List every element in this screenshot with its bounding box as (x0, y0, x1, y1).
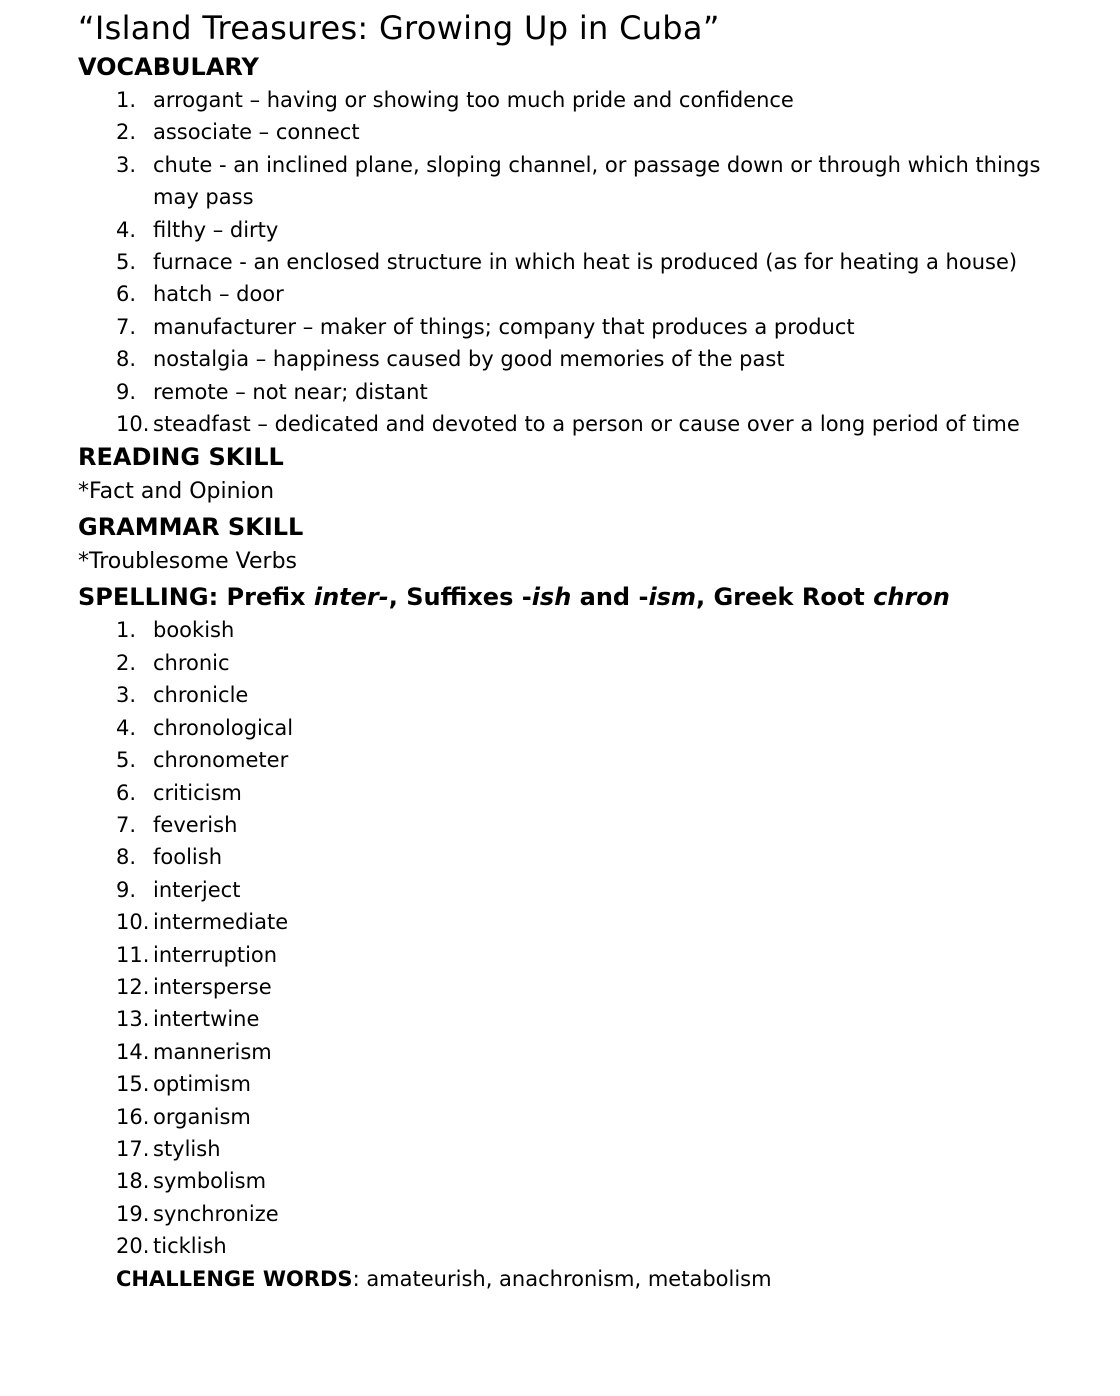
item-number: 3. (116, 152, 137, 177)
list-item (78, 1003, 1078, 1035)
item-number: 6. (116, 282, 137, 307)
list-item (78, 278, 1078, 310)
item-number: 4. (116, 715, 137, 740)
list-item (78, 809, 1078, 841)
list-item (78, 1198, 1078, 1230)
item-number: 8. (116, 845, 137, 870)
item-text: manufacturer – maker of things; company that produces a product (153, 314, 855, 339)
item-number: 4. (116, 217, 137, 242)
list-item (78, 614, 1078, 646)
item-text: associate – connect (153, 120, 360, 145)
reading-skill-heading: READING SKILL (78, 443, 284, 472)
item-number: 9. (116, 877, 137, 902)
item-number: 17. (116, 1136, 150, 1161)
item-number: 19. (116, 1201, 150, 1226)
item-text: hatch – door (153, 282, 284, 307)
item-text: interruption (153, 942, 278, 967)
item-text: ticklish (153, 1234, 227, 1259)
item-number: 10. (116, 910, 150, 935)
item-number: 5. (116, 748, 137, 773)
list-item (78, 647, 1078, 679)
item-number: 11. (116, 942, 150, 967)
item-text: optimism (153, 1072, 251, 1097)
list-item (78, 1068, 1078, 1100)
item-text: mannerism (153, 1039, 272, 1064)
list-item (78, 777, 1078, 809)
spelling-heading-mid2: and - (571, 583, 649, 612)
list-item (78, 1036, 1078, 1068)
challenge-list: : amateurish, anachronism, metabolism (352, 1266, 772, 1291)
item-number: 18. (116, 1169, 150, 1194)
list-item (78, 246, 1078, 278)
list-item (78, 1101, 1078, 1133)
document-title: “Island Treasures: Growing Up in Cuba” (78, 9, 720, 47)
item-text: bookish (153, 618, 235, 643)
list-item (78, 84, 1078, 116)
item-number: 5. (116, 250, 137, 275)
list-item (78, 906, 1078, 938)
list-item (78, 311, 1078, 343)
challenge-label: CHALLENGE WORDS (116, 1266, 353, 1291)
reading-skill-note: *Fact and Opinion (78, 479, 275, 505)
item-text: synchronize (153, 1201, 279, 1226)
item-number: 14. (116, 1039, 150, 1064)
item-text: organism (153, 1104, 251, 1129)
item-text: feverish (153, 812, 238, 837)
spelling-heading-inter: inter- (313, 583, 389, 612)
item-text: symbolism (153, 1169, 267, 1194)
grammar-skill-heading: GRAMMAR SKILL (78, 513, 304, 542)
item-text: intermediate (153, 910, 289, 935)
item-text: foolish (153, 845, 223, 870)
item-number: 10. (116, 412, 150, 437)
item-number: 20. (116, 1234, 150, 1259)
item-text: remote – not near; distant (153, 379, 428, 404)
item-number: 2. (116, 650, 137, 675)
item-number: 1. (116, 618, 137, 643)
item-text: filthy – dirty (153, 217, 279, 242)
item-number: 16. (116, 1104, 150, 1129)
item-text: nostalgia – happiness caused by good memories of the past (153, 347, 785, 372)
spelling-heading-ish: ish (531, 583, 572, 612)
challenge-words (78, 1263, 1078, 1295)
item-text: stylish (153, 1136, 221, 1161)
spelling-heading-mid3: , Greek Root (695, 583, 874, 612)
item-text: chronological (153, 715, 294, 740)
item-text: chronicle (153, 683, 249, 708)
item-text: chronometer (153, 748, 289, 773)
list-item (78, 744, 1078, 776)
item-number: 8. (116, 347, 137, 372)
item-number: 7. (116, 314, 137, 339)
item-text: interject (153, 877, 241, 902)
document-page (78, 6, 1078, 1295)
spelling-heading-mid1: , Suffixes - (388, 583, 532, 612)
list-item (78, 841, 1078, 873)
item-number: 7. (116, 812, 137, 837)
list-item (78, 679, 1078, 711)
item-text: chute - an inclined plane, sloping channel, or passage down or through which things may pass (153, 152, 1041, 210)
item-text: intertwine (153, 1007, 260, 1032)
list-item (78, 1165, 1078, 1197)
list-item (78, 376, 1078, 408)
item-number: 3. (116, 683, 137, 708)
list-item (78, 1230, 1078, 1262)
item-number: 1. (116, 88, 137, 112)
list-item (78, 149, 1078, 214)
item-number: 2. (116, 120, 137, 145)
item-text: intersperse (153, 974, 272, 999)
vocabulary-list (78, 84, 1078, 440)
item-number: 15. (116, 1072, 150, 1097)
list-item (78, 1133, 1078, 1165)
item-number: 9. (116, 379, 137, 404)
item-text: criticism (153, 780, 242, 805)
list-item (78, 116, 1078, 148)
item-text: arrogant – having or showing too much pride and confidence (153, 88, 794, 112)
list-item (78, 408, 1078, 440)
list-item (78, 712, 1078, 744)
spelling-heading-prefix: SPELLING: Prefix (78, 583, 314, 612)
list-item (78, 343, 1078, 375)
grammar-skill-note: *Troublesome Verbs (78, 549, 298, 575)
spelling-heading (78, 580, 1078, 614)
list-item (78, 214, 1078, 246)
item-number: 13. (116, 1007, 150, 1032)
vocabulary-heading: VOCABULARY (78, 53, 259, 81)
spelling-list (78, 614, 1078, 1262)
list-item (78, 939, 1078, 971)
item-number: 6. (116, 780, 137, 805)
item-text: steadfast – dedicated and devoted to a person or cause over a long period of time (153, 412, 1020, 437)
item-text: chronic (153, 650, 230, 675)
list-item (78, 971, 1078, 1003)
item-text: furnace - an enclosed structure in which heat is produced (as for heating a house) (153, 250, 1018, 275)
spelling-heading-ism: ism (648, 583, 696, 612)
item-number: 12. (116, 974, 150, 999)
list-item (78, 874, 1078, 906)
spelling-heading-chron: chron (873, 583, 950, 612)
